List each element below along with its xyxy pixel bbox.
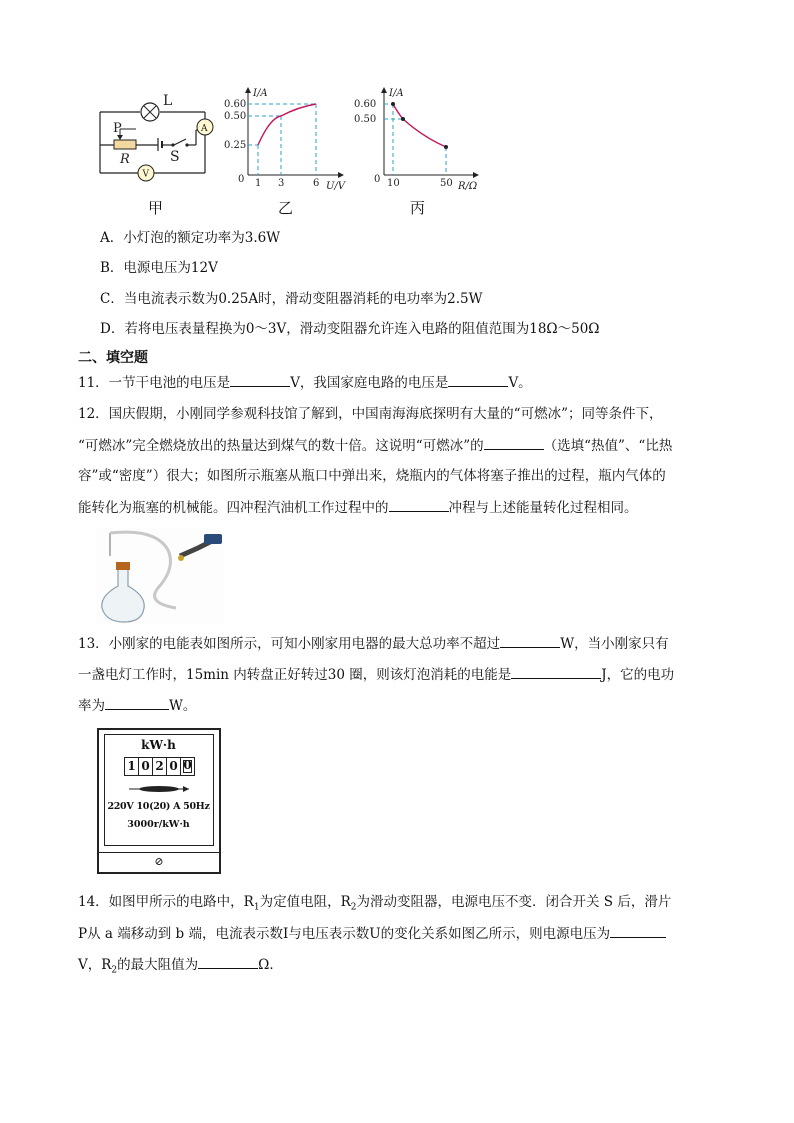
option-c: C．当电流表示数为0.25A时，滑动变阻器消耗的电功率为2.5W xyxy=(100,291,483,307)
meter-digits xyxy=(124,757,195,776)
circuit-diagram xyxy=(90,85,215,185)
q12-line2a: “可燃冰”完全燃烧放出的热量达到煤气的数十倍。这说明“可燃冰”的 xyxy=(78,438,484,454)
flask-experiment-image xyxy=(96,528,224,624)
q14-line1b: 为定值电阻，R xyxy=(259,894,351,910)
yi-xtick-1: 1 xyxy=(255,178,262,189)
answer-blank[interactable] xyxy=(105,695,169,710)
energy-meter xyxy=(97,728,221,874)
yi-xtick-2: 3 xyxy=(278,178,285,189)
q13-line3b: W。 xyxy=(169,698,197,714)
question-13-line2 xyxy=(78,664,674,685)
meter-knob-icon: ⊘ xyxy=(154,855,164,868)
answer-blank[interactable] xyxy=(500,633,560,648)
meter-digit: 1 xyxy=(125,758,139,775)
yi-ylabel: I/A xyxy=(253,88,268,99)
bing-xlabel: R/Ω xyxy=(458,181,478,192)
answer-blank[interactable] xyxy=(198,954,258,969)
q14-line3b: 的最大阻值为 xyxy=(117,957,199,973)
bing-xtick-2: 50 xyxy=(440,178,453,189)
meter-rate: 3000r/kW·h xyxy=(127,819,190,830)
caption-yi: 乙 xyxy=(278,199,294,217)
option-b: B．电源电压为12V xyxy=(100,260,218,276)
meter-digit: 0 xyxy=(181,758,194,775)
q14-line3c: Ω． xyxy=(258,957,283,973)
question-11 xyxy=(78,372,532,393)
graph-bing xyxy=(348,85,488,195)
answer-blank[interactable] xyxy=(511,664,601,679)
question-12-line3: 容”或“密度”）很大；如图所示瓶塞从瓶口中弹出来，烧瓶内的气体将塞子推出的过程，瓶内气体的 xyxy=(78,468,666,484)
answer-blank[interactable] xyxy=(389,497,449,512)
meter-divider xyxy=(99,852,219,853)
meter-digit: 2 xyxy=(153,758,167,775)
q12-line4a: 能转化为瓶塞的机械能。四冲程汽油机工作过程中的 xyxy=(78,500,389,516)
section-title: 二、填空题 xyxy=(78,350,148,366)
answer-blank[interactable] xyxy=(448,372,508,387)
bing-xtick-1: 10 xyxy=(387,178,400,189)
option-d: D．若将电压表量程换为0～3V，滑动变阻器允许连入电路的阻值范围为18Ω～50Ω xyxy=(100,321,600,337)
bing-ytick-2: 0.50 xyxy=(354,114,377,125)
slider-label: P xyxy=(113,121,122,136)
q11-part2: V，我国家庭电路的电压是 xyxy=(290,375,449,391)
q14-sub1: 1 xyxy=(253,902,260,913)
q13-line1b: W，当小刚家只有 xyxy=(560,636,669,652)
answer-blank[interactable] xyxy=(610,923,666,938)
resistor-symbol xyxy=(114,140,136,149)
question-12-line2 xyxy=(78,435,672,456)
meter-digit: 0 xyxy=(139,758,153,775)
resistor-label: R xyxy=(120,152,130,167)
q14-sub3: 2 xyxy=(111,965,118,976)
caption-bing: 丙 xyxy=(410,199,426,217)
bing-origin: 0 xyxy=(374,174,381,185)
yi-ytick-1: 0.60 xyxy=(224,99,247,110)
lamp-label: L xyxy=(163,93,173,109)
question-13-line1 xyxy=(78,633,669,654)
curve-bing xyxy=(393,104,446,147)
question-12-line1: 12．国庆假期，小刚同学参观科技馆了解到，中国南海海底探明有大量的“可燃冰”；同等条件下， xyxy=(78,406,663,422)
q13-line1a: 13．小刚家的电能表如图所示，可知小刚家用电器的最大总功率不超过 xyxy=(78,636,501,652)
q14-line2a: P从 a 端移动到 b 端，电流表示数I与电压表示数U的变化关系如图乙所示，则电源电压为 xyxy=(78,926,611,942)
caption-jia: 甲 xyxy=(148,199,164,217)
q14-line1c: 为滑动变阻器，电源电压不变．闭合开关 S 后，滑片 xyxy=(356,894,672,910)
q14-sub2: 2 xyxy=(350,902,357,913)
q11-part3: V。 xyxy=(508,375,532,391)
voltmeter-label: V xyxy=(142,169,149,180)
meter-disc-icon xyxy=(127,783,191,795)
meter-digit: 0 xyxy=(167,758,181,775)
graph-yi xyxy=(218,85,348,195)
ammeter-label: A xyxy=(201,124,208,134)
question-13-line3 xyxy=(78,695,196,716)
meter-spec: 220V 10(20) A 50Hz xyxy=(107,801,210,812)
question-14-line1 xyxy=(78,892,671,918)
q12-line2b: （选填“热值”、“比热 xyxy=(543,438,673,454)
curve-yi xyxy=(258,104,316,145)
bing-ylabel: I/A xyxy=(389,88,404,99)
meter-unit: kW·h xyxy=(141,738,176,752)
question-12-line4 xyxy=(78,497,638,518)
q12-line4b: 冲程与上述能量转化过程相同。 xyxy=(448,500,638,516)
answer-blank[interactable] xyxy=(484,435,544,450)
yi-ytick-2: 0.50 xyxy=(224,111,247,122)
q13-line3a: 率为 xyxy=(78,698,105,714)
yi-ytick-3: 0.25 xyxy=(224,140,247,151)
q14-line1a: 14．如图甲所示的电路中，R xyxy=(78,894,254,910)
q11-part1: 11．一节干电池的电压是 xyxy=(78,375,231,391)
figure-row xyxy=(90,85,490,220)
bing-ytick-1: 0.60 xyxy=(354,99,377,110)
q13-line2b: J，它的电功 xyxy=(601,667,675,683)
yi-xlabel: U/V xyxy=(326,181,346,192)
q14-line3a: V，R xyxy=(78,957,112,973)
answer-blank[interactable] xyxy=(230,372,290,387)
question-14-line2 xyxy=(78,923,666,944)
question-14-line3 xyxy=(78,954,283,981)
option-a: A．小灯泡的额定功率为3.6W xyxy=(100,230,281,246)
yi-origin: 0 xyxy=(238,174,245,185)
q13-line2a: 一盏电灯工作时，15min 内转盘正好转过30 圈，则该灯泡消耗的电能是 xyxy=(78,667,512,683)
yi-xtick-3: 6 xyxy=(313,178,320,189)
switch-label: S xyxy=(170,149,180,165)
meter-panel xyxy=(104,734,214,846)
